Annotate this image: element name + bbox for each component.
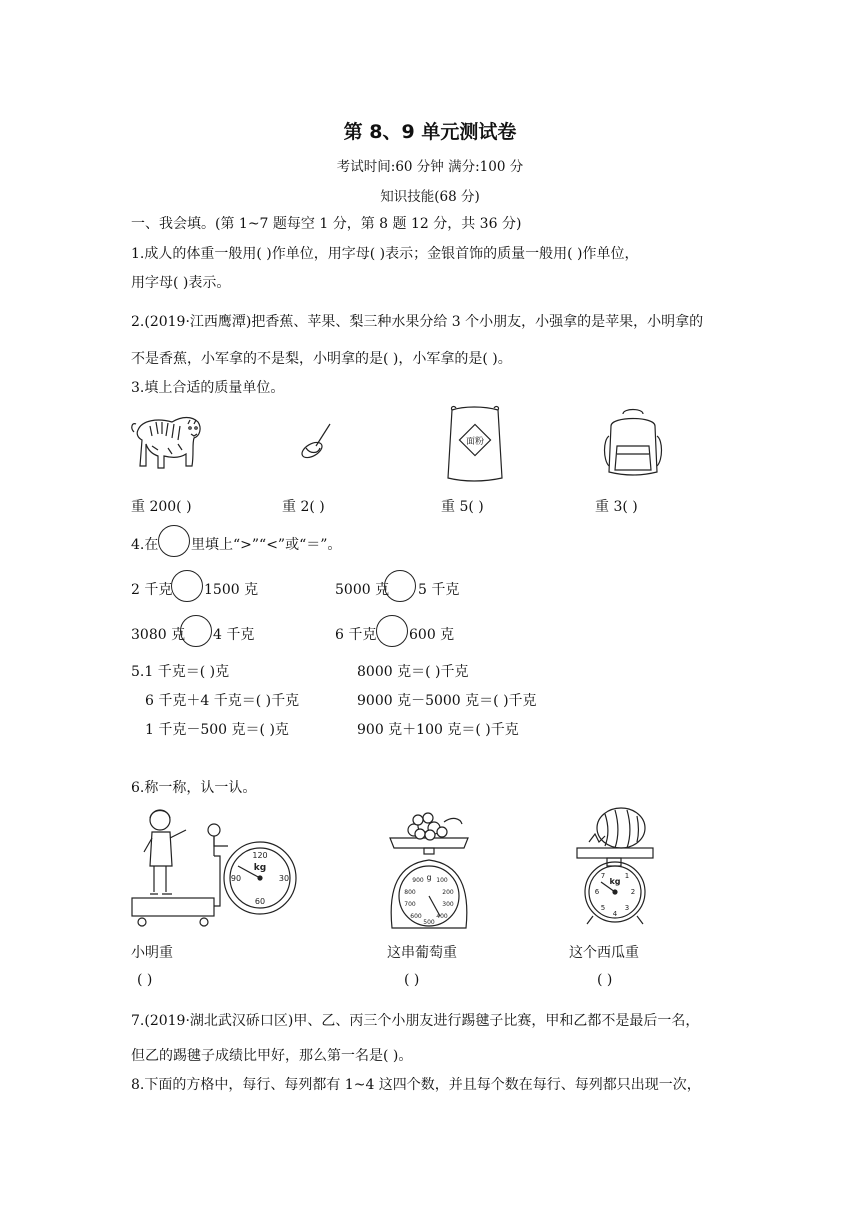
q5-r2-a: 6 千克＋4 千克＝( )千克: [145, 693, 300, 709]
q6-label-2: 这串葡萄重: [387, 945, 457, 961]
q4-r1b-right: 5 千克: [418, 582, 460, 598]
q6-label-3: 这个西瓜重: [569, 945, 639, 961]
q6-line1: 6.称一称，认一认。: [131, 780, 257, 796]
dial1-left: 90: [230, 874, 242, 883]
dial2-tick: 200: [442, 889, 454, 896]
q2-line2: 不是香蕉，小军拿的不是梨，小明拿的是( )，小军拿的是( )。: [131, 351, 512, 367]
page-title: 第 8、9 单元测试卷: [343, 121, 517, 143]
sack-label: 面粉: [465, 437, 485, 447]
q1-line1: 1.成人的体重一般用( )作单位，用字母( )表示；金银首饰的质量一般用( )作单位，: [131, 246, 639, 262]
q4-prompt-b: 里填上“>”“<”或“＝”。: [191, 537, 342, 553]
dial1-unit: kg: [253, 863, 267, 873]
q4-prompt-a: 4.在: [131, 537, 159, 553]
q2-line1: 2.(2019·江西鹰潭)把香蕉、苹果、梨三种水果分给 3 个小朋友，小强拿的是苹果，小明拿的: [131, 314, 704, 330]
q4-r2b-left: 6 千克: [335, 627, 377, 643]
q5-r1-b: 8000 克＝( )千克: [357, 664, 469, 680]
compare-circle[interactable]: [376, 615, 408, 647]
watermelon-scale-image: [575, 806, 655, 930]
tiger-image: [128, 410, 204, 474]
dial1-right: 30: [278, 874, 290, 883]
dial2-tick: 800: [404, 889, 416, 896]
dial2-unit: g: [426, 873, 432, 882]
dial2-tick: 500: [423, 919, 435, 926]
exam-meta: 考试时间:60 分钟 满分:100 分: [336, 159, 524, 175]
q4-r1b-left: 5000 克: [335, 582, 390, 598]
q6-blank-1: ( ): [137, 972, 153, 988]
dial3-unit: kg: [609, 877, 621, 886]
q3-line1: 3.填上合适的质量单位。: [131, 380, 285, 396]
q5-r3-a: 1 千克－500 克＝( )克: [145, 722, 289, 738]
compare-circle[interactable]: [180, 615, 212, 647]
q5-r1-a: 5.1 千克＝( )克: [131, 664, 230, 680]
dial2-tick: 600: [410, 913, 422, 920]
flour-sack-image: [444, 404, 506, 484]
compare-circle[interactable]: [384, 570, 416, 602]
dial3-tick: 1: [624, 872, 630, 880]
q6-label-1: 小明重: [131, 945, 173, 961]
dial3-tick: 7: [600, 872, 606, 880]
q4-r2b-right: 600 克: [409, 627, 455, 643]
q4-r2a-left: 3080 克: [131, 627, 186, 643]
dial2-tick: 900: [412, 877, 424, 884]
dial2-tick: 100: [436, 877, 448, 884]
q3-item-1: 重 200( ): [131, 499, 192, 515]
section-heading: 知识技能(68 分): [380, 189, 480, 205]
dial2-tick: 300: [442, 901, 454, 908]
dial3-tick: 6: [594, 888, 600, 896]
q4-r1a-right: 1500 克: [204, 582, 259, 598]
dial3-tick: 5: [600, 904, 606, 912]
q4-r2a-right: 4 千克: [213, 627, 255, 643]
q3-item-4: 重 3( ): [595, 499, 638, 515]
backpack-image: [601, 406, 665, 478]
dial1-bottom: 60: [254, 897, 266, 906]
thumbtack-image: [296, 418, 336, 464]
q5-r3-b: 900 克＋100 克＝( )千克: [357, 722, 519, 738]
q7-line1: 7.(2019·湖北武汉硚口区)甲、乙、丙三个小朋友进行踢毽子比赛，甲和乙都不是最后一名，: [131, 1013, 700, 1029]
dial2-tick: 700: [404, 901, 416, 908]
dial2-tick: 400: [436, 913, 448, 920]
q7-line2: 但乙的踢毽子成绩比甲好，那么第一名是( )。: [131, 1048, 413, 1064]
boy-scale-image: [128, 806, 303, 930]
q8-line1: 8.下面的方格中，每行、每列都有 1~4 这四个数，并且每个数在每行、每列都只出现一次，: [131, 1077, 701, 1093]
q4-prompt-circle: [158, 525, 190, 557]
q6-blank-2: ( ): [404, 972, 420, 988]
dial1-top: 120: [252, 851, 268, 860]
dial3-tick: 2: [630, 888, 636, 896]
dial3-tick: 4: [612, 910, 618, 918]
part1-heading: 一、我会填。(第 1~7 题每空 1 分，第 8 题 12 分，共 36 分): [131, 216, 522, 232]
dial3-tick: 3: [624, 904, 630, 912]
q6-blank-3: ( ): [597, 972, 613, 988]
q1-line2: 用字母( )表示。: [131, 275, 231, 291]
q3-item-2: 重 2( ): [282, 499, 325, 515]
q5-r2-b: 9000 克－5000 克＝( )千克: [357, 693, 537, 709]
compare-circle[interactable]: [171, 570, 203, 602]
q4-r1a-left: 2 千克: [131, 582, 173, 598]
grape-scale-image: [384, 808, 474, 932]
q3-item-3: 重 5( ): [441, 499, 484, 515]
